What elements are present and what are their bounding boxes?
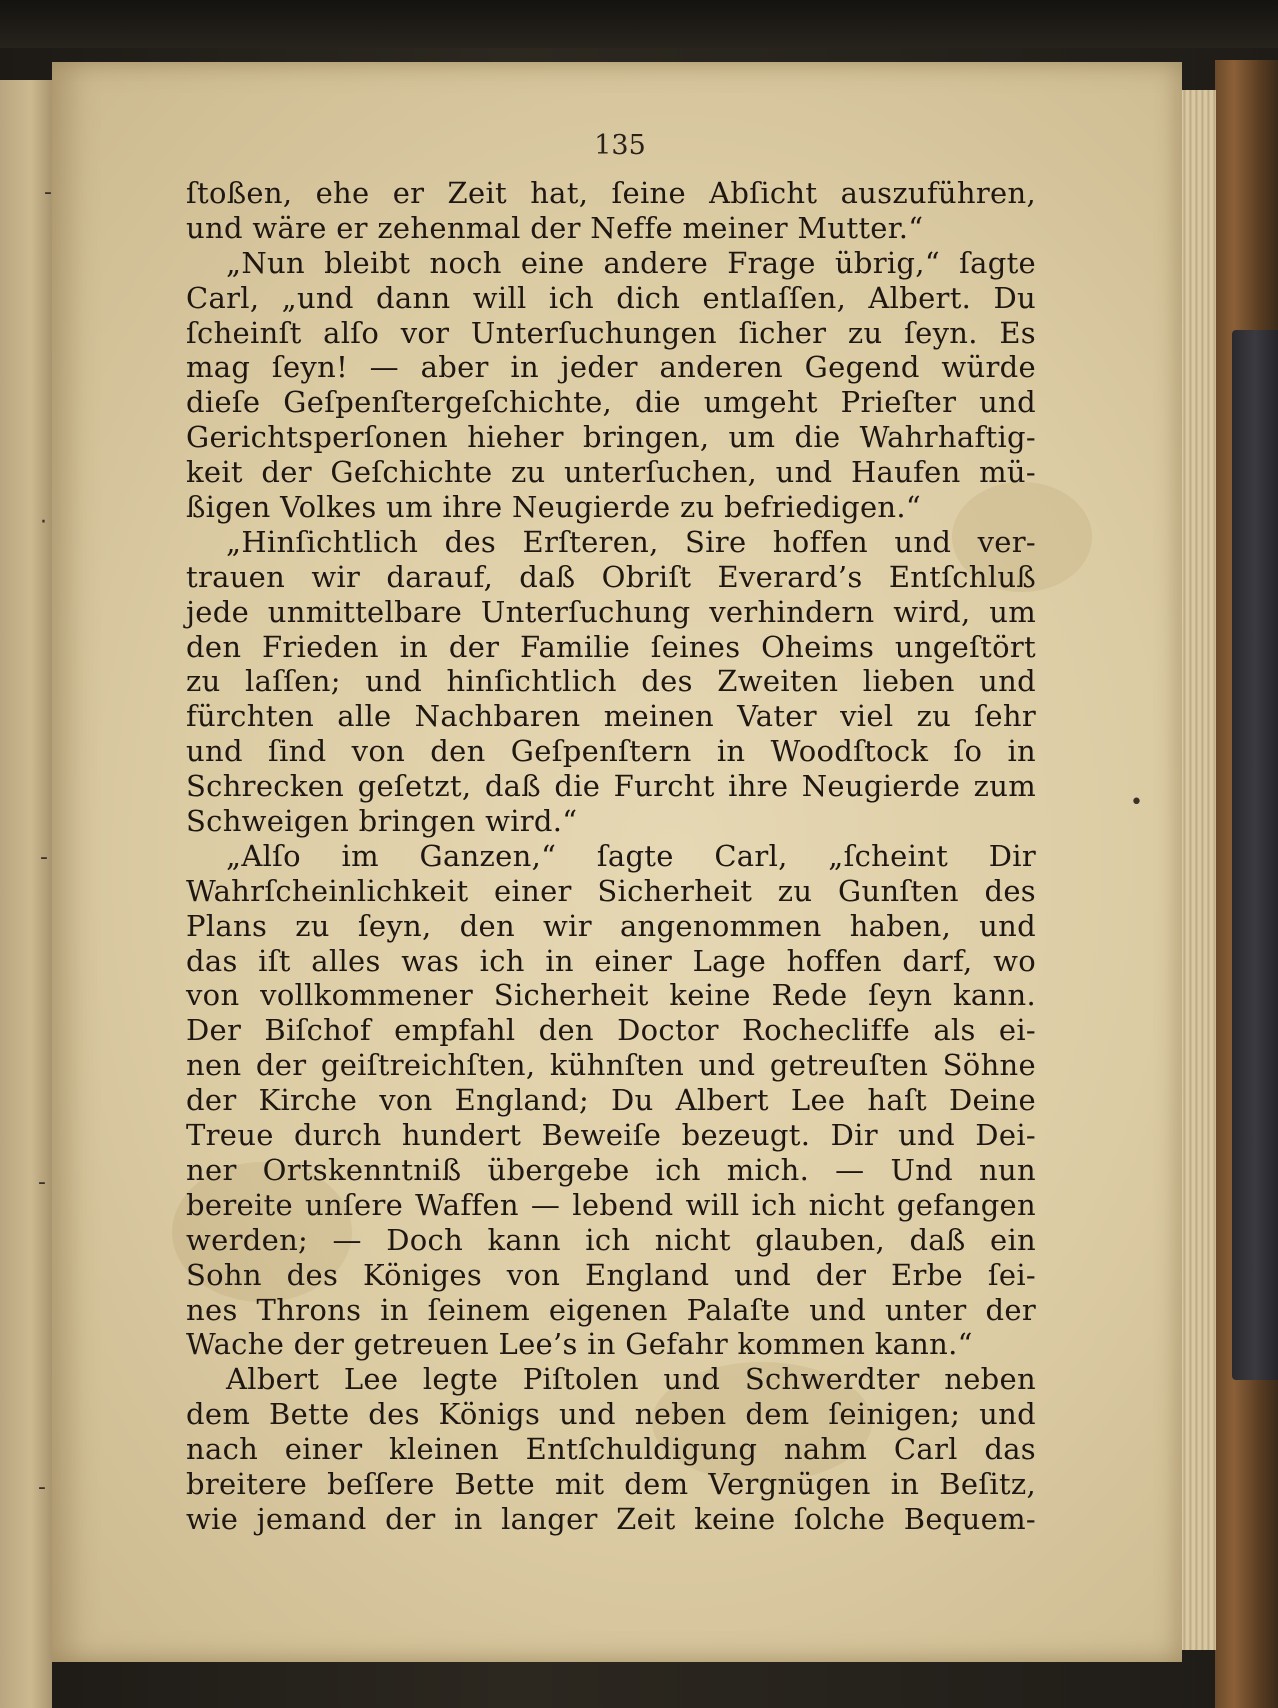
text-line: und ſind von den Geſpenſtern in Woodſtock ſo in bbox=[186, 734, 1036, 769]
text-line: Carl, „und dann will ich dich entlaſſen, Albert. Du bbox=[186, 280, 1036, 315]
text-line: jede unmittelbare Unterſuchung verhindern wird, um bbox=[186, 594, 1036, 629]
text-line: „Hinſichtlich des Erſteren, Sire hoffen und ver- bbox=[226, 524, 1036, 559]
text-line: trauen wir darauf, daß Obriſt Everard’s Entſchluß bbox=[186, 559, 1036, 594]
margin-mark: - bbox=[40, 845, 48, 870]
margin-mark: • bbox=[1130, 790, 1143, 815]
text-line: Wache der getreuen Lee’s in Gefahr kommen kann.“ bbox=[186, 1327, 973, 1362]
text-line: ſcheinſt alſo vor Unterſuchungen ſicher zu ſeyn. Es bbox=[186, 315, 1036, 350]
text-line: werden; — Doch kann ich nicht glauben, daß ein bbox=[186, 1222, 1036, 1257]
text-line: Schrecken geſetzt, daß die Furcht ihre Neugierde zum bbox=[186, 769, 1036, 804]
text-line: Sohn des Königes von England und der Erbe ſei- bbox=[186, 1257, 1036, 1292]
page-number: 135 bbox=[594, 130, 646, 161]
text-line: Gerichtsperſonen hieher bringen, um die Wahrhaftig- bbox=[186, 420, 1036, 455]
body-text bbox=[186, 176, 1036, 1537]
text-line: dieſe Geſpenſtergeſchichte, die umgeht Prieſter und bbox=[186, 385, 1036, 420]
text-line: ſtoßen, ehe er Zeit hat, ſeine Abſicht auszuführen, bbox=[186, 176, 1036, 210]
text-line: Schweigen bringen wird.“ bbox=[186, 804, 578, 839]
text-line: nach einer kleinen Entſchuldigung nahm Carl das bbox=[186, 1432, 1036, 1467]
text-line: der Kirche von England; Du Albert Lee haſt Deine bbox=[186, 1083, 1036, 1118]
text-line: bereite unſere Waffen — lebend will ich nicht gefangen bbox=[186, 1187, 1036, 1222]
text-line: das iſt alles was ich in einer Lage hoffen darf, wo bbox=[186, 943, 1036, 978]
text-line: „Nun bleibt noch eine andere Frage übrig,“ ſagte bbox=[226, 245, 1036, 280]
book-cover-cloth bbox=[1232, 330, 1278, 1380]
margin-mark: - bbox=[38, 1170, 46, 1195]
text-line: fürchten alle Nachbaren meinen Vater viel zu ſehr bbox=[186, 699, 1036, 734]
text-line: breitere beſſere Bette mit dem Vergnügen in Beſitz, bbox=[186, 1466, 1036, 1501]
text-line: nen der geiſtreichſten, kühnſten und getreuſten Söhne bbox=[186, 1048, 1036, 1083]
text-line: wie jemand der in langer Zeit keine ſolche Bequem- bbox=[186, 1501, 1036, 1536]
text-line: ner Ortskenntniß übergebe ich mich. — Und nun bbox=[186, 1152, 1036, 1187]
text-line: Albert Lee legte Piſtolen und Schwerdter neben bbox=[226, 1362, 1036, 1397]
text-line: „Alſo im Ganzen,“ ſagte Carl, „ſcheint Dir bbox=[226, 838, 1036, 873]
scan-top-border bbox=[0, 0, 1278, 48]
text-line: Plans zu ſeyn, den wir angenommen haben, und bbox=[186, 908, 1036, 943]
text-line: ßigen Volkes um ihre Neugierde zu befriedigen.“ bbox=[186, 490, 922, 525]
text-line: mag ſeyn! — aber in jeder anderen Gegend würde bbox=[186, 350, 1036, 385]
text-line: und wäre er zehenmal der Neffe meiner Mutter.“ bbox=[186, 210, 924, 245]
text-line: den Frieden in der Familie ſeines Oheims ungeſtört bbox=[186, 629, 1036, 664]
margin-mark: - bbox=[44, 180, 52, 205]
text-line: Treue durch hundert Beweiſe bezeugt. Dir und Dei- bbox=[186, 1118, 1036, 1153]
margin-mark: · bbox=[40, 510, 47, 535]
text-line: zu laſſen; und hinſichtlich des Zweiten lieben und bbox=[186, 664, 1036, 699]
text-line: nes Throns in ſeinem eigenen Palaſte und unter der bbox=[186, 1292, 1036, 1327]
margin-mark: - bbox=[38, 1475, 46, 1500]
facing-page-edge bbox=[0, 80, 52, 1708]
text-line: dem Bette des Königs und neben dem ſeinigen; und bbox=[186, 1397, 1036, 1432]
text-line: keit der Geſchichte zu unterſuchen, und Haufen mü- bbox=[186, 455, 1036, 490]
text-line: Der Biſchof empfahl den Doctor Rochecliffe als ei- bbox=[186, 1013, 1036, 1048]
text-line: von vollkommener Sicherheit keine Rede ſeyn kann. bbox=[186, 978, 1036, 1013]
text-line: Wahrſcheinlichkeit einer Sicherheit zu Gunſten des bbox=[186, 873, 1036, 908]
